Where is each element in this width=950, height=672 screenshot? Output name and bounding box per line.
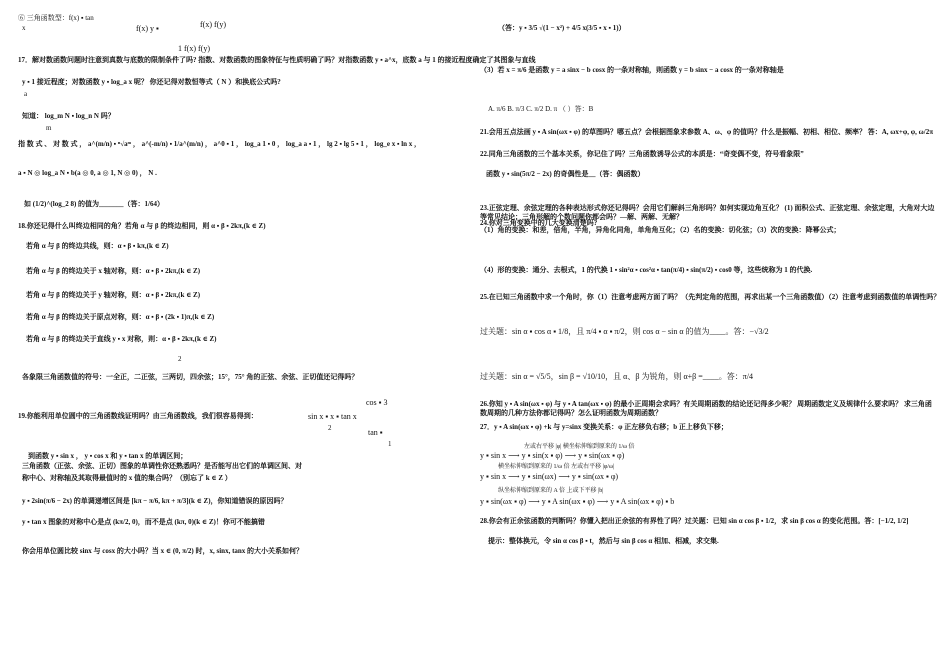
right-line: 左或右平移 |φ| 横坐标伸缩到原来的 1/ω 倍 [524, 444, 635, 450]
left-line: 19.你能利用单位圆中的三角函数线证明吗？由三角函数线，我们很容易得到： [18, 412, 258, 420]
right-line: 25.在已知三角函数中求一个角时，你（1）注意考虑两方面了吗？（先判定角的范围，再求出某一个三角函数值）（2）注意考虑到函数值的单调性吗？ [480, 293, 941, 301]
left-line: 若角 α 与 β 的终边关于 x 轴对称，则：α ▪ β ▪ 2kπ,(k ∈ Z) [26, 267, 201, 275]
right-line: （4）形的变换：通分、去根式，1 的代换 1 ▪ sin²α ▪ cos²α ▪ tan(π/4) ▪ sin(π/2) ▪ cos0 等，这些统称为 1 的代换. [480, 266, 813, 274]
left-line: y ▪ 2sin(π/6 − 2x) 的单调递增区间是 [kπ − π/6, kπ + π/3](k ∈ Z)，你知道错误的原因吗？ [22, 497, 288, 505]
left-line: 如 (1/2)^(log_2 8) 的值为_______（答：1/64） [24, 200, 164, 208]
left-line: 1 [388, 440, 392, 448]
right-line: 24.你对三角变换中的几大变换清楚吗? [480, 219, 598, 227]
right-line: 21.会用五点法画 y ▪ A sin(ωx ▪ φ) 的草图吗？哪五点？会根据图象求参数 A、ω、φ 的值吗？什么是振幅、初相、相位、频率？ 答：A, ωx+φ, φ, ω/2π [480, 128, 934, 136]
right-line: 28.你会有正余弦函数的判断吗？你懂入把出正余弦的有界性了吗？过关题：已知 sin α cos β ▪ 1/2，求 sin β cos α 的变化范围。答：[−1/2, 1/2] [480, 517, 909, 525]
left-line: 称中心、对称轴及其取得最值时的 x 值的集合吗？（别忘了 k ∈ Z ） [22, 474, 232, 482]
left-line: m [46, 124, 52, 132]
left-line: 三角函数（正弦、余弦、正切）图象的单调性你还熟悉吗？是否能写出它们的单调区间、对 [22, 462, 302, 470]
right-line: 26.你知 y ▪ A sin(ωx ▪ φ) 与 y ▪ A tan(ωx ▪ φ) 的最小正周期会求吗？有关周期函数的结论还记得多少呢？ 周期函数定义及规律什么要求吗？ 求三角函数周期的几种方法你都记得吗？怎么证明函数为周期函数？ [480, 400, 932, 417]
right-line: 过关题：sin α = √5/5，sin β = √10/10，且 α、β 为锐角，则 α+β =____。答：π/4 [480, 372, 753, 381]
left-line: f(x) f(y) [200, 20, 226, 29]
left-line: 知道： log_m N ▪ log_n N 吗？ [22, 112, 115, 120]
right-line: y ▪ sin(ωx ▪ φ) ⟶ y ▪ A sin(ωx ▪ φ) ⟶ y ▪ A sin(ωx ▪ φ) ▪ b [480, 497, 675, 506]
left-line: a [24, 90, 28, 98]
left-line: sin x ▪ x ▪ tan x [308, 412, 357, 421]
right-line: y ▪ sin x ⟶ y ▪ sin(x ▪ φ) ⟶ y ▪ sin(ωx ▪ φ) [480, 451, 625, 460]
left-line: 18.你还记得什么叫终边相同的角？若角 α 与 β 的终边相同，则 α ▪ β ▪ 2kπ,(k ∈ Z) [18, 222, 266, 230]
left-line: x [22, 24, 26, 32]
left-line: y ▪ tan x 图象的对称中心是点 (kπ/2, 0)，而不是点 (kπ, 0)(k ∈ Z)！你可不能搞错 [22, 518, 265, 526]
left-line: tan ▪ [368, 428, 383, 437]
right-line: 过关题：sin α ▪ cos α ▪ 1/8，且 π/4 ▪ α ▪ π/2，则 cos α − sin α 的值为____。答：−√3/2 [480, 327, 769, 336]
left-line: 到函数 y ▪ sin x ， y ▪ cos x 和 y ▪ tan x 的单调区间； [28, 452, 188, 460]
left-line: 2 [328, 424, 332, 432]
left-line: 2 [178, 355, 182, 363]
left-line: 指 数 式 、 对 数 式 ， a^(m/n) ▪ ⁿ√aᵐ ， a^(-m/n) ▪ 1/a^(m/n) ， a^0 ▪ 1 ， log_a 1 ▪ 0 ， log_a a ▪ 1 ， lg 2 ▪ lg 5 ▪ 1 ， log_e x ▪ ln x ， [18, 140, 422, 148]
right-line: 22.同角三角函数的三个基本关系，你记住了吗？三角函数诱导公式的本质是：“奇变偶不变，符号看象限” [480, 150, 804, 158]
left-line: 若角 α 与 β 的终边关于 y 轴对称，则：α ▪ β ▪ 2kπ,(k ∈ Z) [26, 291, 201, 299]
right-line: 横坐标伸缩到原来的 1/ω 倍 左或右平移 |φ/ω| [498, 464, 615, 470]
left-line: cos ▪ 3 [366, 398, 388, 407]
right-line: 23.正弦定理、余弦定理的各种表达形式你还记得吗？会用它们解斜三角形吗？如何实现边角互化？ (1) 面积公式、正弦定理、余弦定理，大角对大边等常见结论；三角形解的个数问题你都会吗？—解、两解、无解？ [480, 204, 935, 221]
right-line: （3）若 x = π/6 是函数 y = a sinx − b cosx 的一条对称轴，则函数 y = b sinx − a cosx 的一条对称轴是 [480, 66, 784, 74]
left-line: f(x) y ▪ [136, 24, 159, 33]
left-line: 若角 α 与 β 的终边关于原点对称，则：α ▪ β ▪ (2k ▪ 1)π,(k ∈ Z) [26, 313, 215, 321]
left-line: 你会用单位圆比较 sinx 与 cosx 的大小吗？当 x ∈ (0, π/2) 时，x, sinx, tanx 的大小关系如何？ [22, 547, 304, 555]
left-line: 各象限三角函数值的符号：一全正，二正弦，三两切，四余弦；15°，75° 角的正弦、余弦、正切值还记得吗？ [22, 373, 359, 381]
left-line: 17．解对数函数问题时注意到真数与底数的限制条件了吗? 指数、对数函数的图象特征与性质明确了吗？对指数函数 y ▪ a^x，底数 a 与 1 的接近程度确定了其图象与直线 [18, 56, 536, 64]
left-line: a ▪ N ◎ log_a N ▪ b(a ◎ 0, a ◎ 1, N ◎ 0) ， N . [18, 169, 157, 177]
left-line: ⑥ 三角函数型：f(x) ▪ tan [18, 14, 94, 22]
left-line: 若角 α 与 β 的终边关于直线 y ▪ x 对称，则：α ▪ β ▪ 2kπ,(k ∈ Z) [26, 335, 217, 343]
left-line: 1 f(x) f(y) [178, 44, 210, 53]
right-line: 提示：整体换元，令 sin α cos β ▪ t，然后与 sin β cos α 相加、相减，求交集. [488, 537, 719, 545]
right-line: 纵坐标伸缩到原来的 A 倍 上或下平移 |b| [498, 488, 604, 494]
right-line: 函数 y ▪ sin(5π/2 − 2x) 的奇偶性是__（答：偶函数） [486, 170, 645, 178]
right-line: A. π/6 B. π/3 C. π/2 D. π （ ）答：B [488, 105, 594, 113]
right-line: （答：y ▪ 3/5 √(1 − x²) + 4/5 x(3/5 ▪ x ▪ 1)） [498, 24, 626, 32]
right-line: （1）角的变换：和差，倍角，半角，异角化同角，单角角互化；（2）名的变换：切化弦；（3）次的变换：降幂公式； [480, 226, 841, 234]
right-line: 27．y ▪ A sin(ωx ▪ φ) +k 与 y=sinx 变换关系：φ 正左移负右移；b 正上移负下移； [480, 423, 728, 431]
left-line: y ▪ 1 接近程度；对数函数 y ▪ log_a x 呢？ 你还记得对数恒等式（ N ）和换底公式吗? [22, 78, 281, 86]
left-line: 若角 α 与 β 的终边共线，则：α ▪ β ▪ kπ,(k ∈ Z) [26, 242, 169, 250]
right-line: y ▪ sin x ⟶ y ▪ sin(ωx) ⟶ y ▪ sin(ωx ▪ φ) [480, 472, 619, 481]
